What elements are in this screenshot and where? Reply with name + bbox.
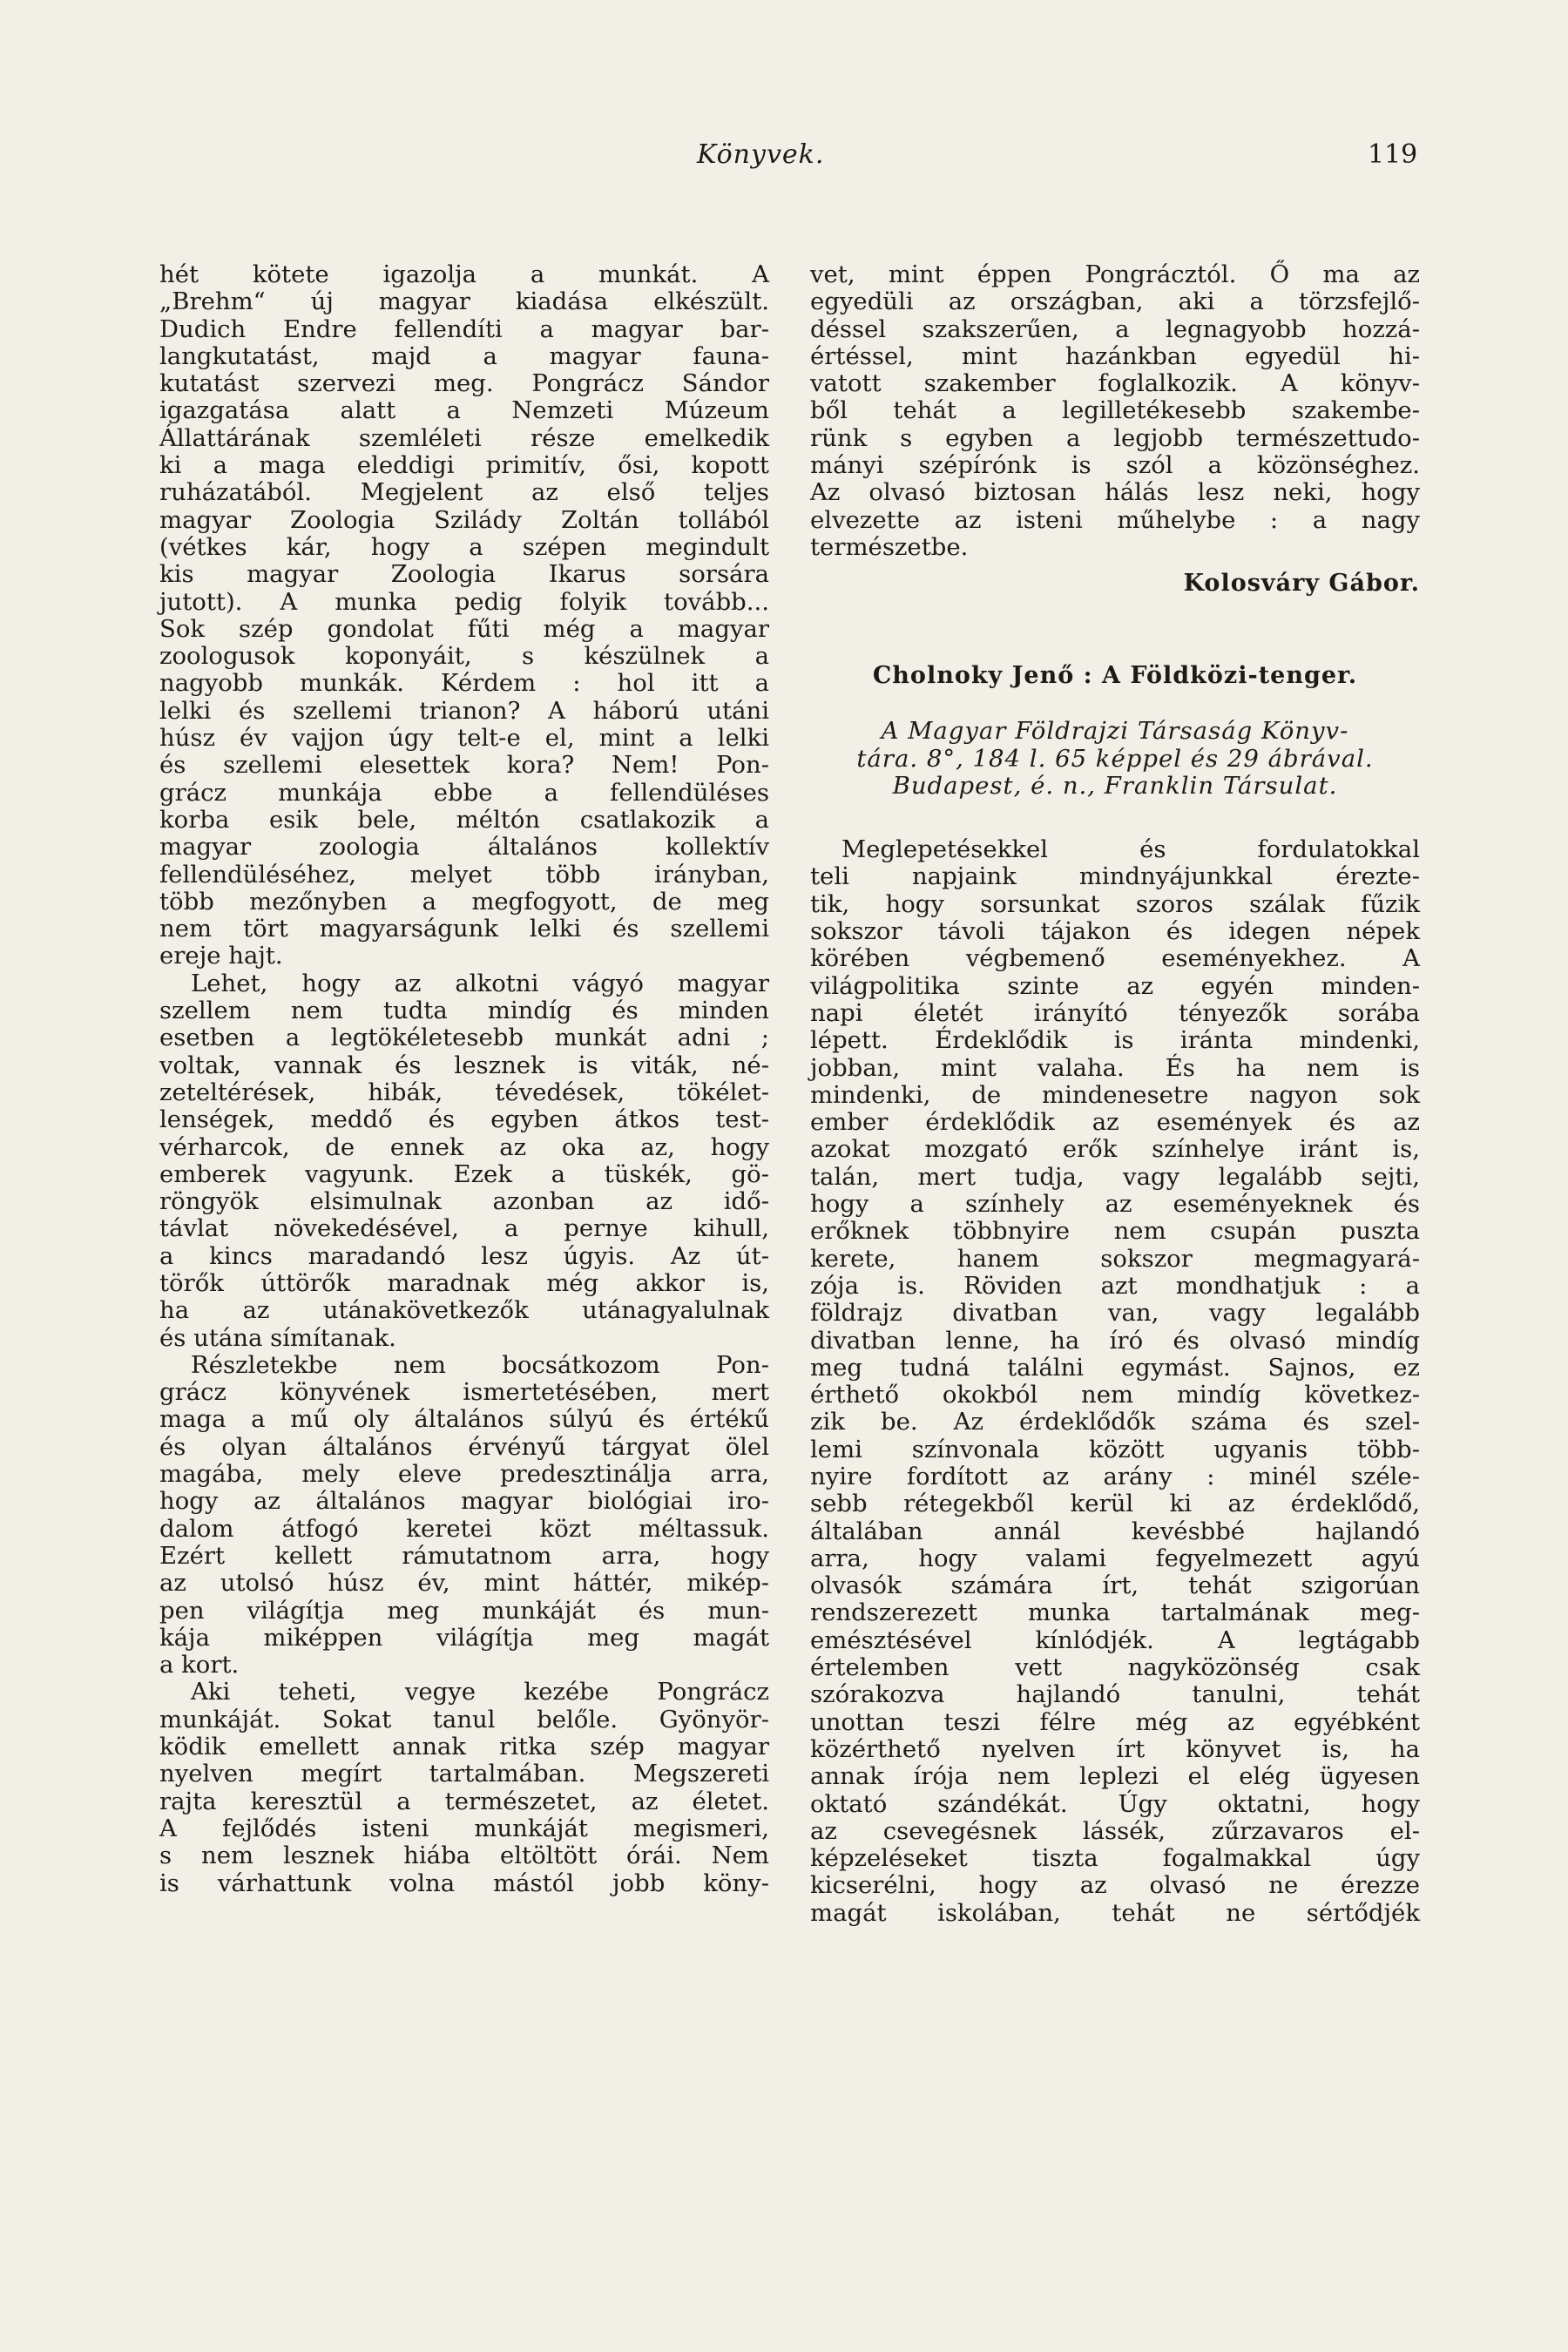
- text-line: Ezért kellett rámutatnom arra, hogy: [159, 1541, 769, 1570]
- text-line: húsz év vajjon úgy telt-e el, mint a lelki: [159, 724, 769, 753]
- text-line: zója is. Röviden azt mondhatjuk : a: [810, 1271, 1420, 1300]
- text-line: a kincs maradandó lesz úgyis. Az út-: [159, 1241, 769, 1270]
- text-line: Budapest, é. n., Franklin Társulat.: [892, 771, 1338, 800]
- review-title: Cholnoky Jenő : A Földközi-tenger.: [872, 662, 1358, 690]
- text-line: rendszerezett munka tartalmának meg-: [810, 1598, 1420, 1627]
- text-line: annak írója nem leplezi el elég ügyesen: [810, 1762, 1420, 1791]
- text-line: Meglepetésekkel és fordulatokkal: [841, 835, 1420, 864]
- text-line: lépett. Érdeklődik is iránta mindenki,: [810, 1026, 1420, 1055]
- right-column: [810, 261, 1420, 1927]
- text-line: nem tört magyarságunk lelki és szellemi: [159, 915, 769, 943]
- text-line: kerete, hanem sokszor megmagyará-: [810, 1244, 1420, 1273]
- text-line: is várhattunk volna mástól jobb köny-: [159, 1869, 769, 1897]
- text-line: magyar Zoologia Sziládу Zoltán tollából: [159, 505, 769, 534]
- text-line: hét kötete igazolja a munkát. A: [159, 260, 769, 288]
- text-line: elvezette az isteni műhelybe : a nagy: [810, 505, 1420, 534]
- text-line: és olyan általános érvényű tárgyat ölel: [159, 1432, 769, 1461]
- text-line: kutatást szervezi meg. Pongrácz Sándor: [159, 369, 769, 398]
- text-line: arra, hogy valami fegyelmezett agyú: [810, 1544, 1420, 1572]
- text-line: földrajz divatban van, vagy legalább: [810, 1299, 1420, 1328]
- text-line: hogy a színhely az eseményeknek és: [810, 1190, 1420, 1219]
- review-body: [810, 836, 1420, 1927]
- text-line: több mezőnyben a megfogyott, de meg: [159, 887, 769, 916]
- text-line: Lehet, hogy az alkotni vágyó magyar: [191, 969, 769, 997]
- text-line: ember érdeklődik az események és az: [810, 1108, 1420, 1137]
- text-line: tára. 8°, 184 l. 65 képpel és 29 ábrával.: [856, 744, 1374, 773]
- text-line: hogy az általános magyar biológiai iro-: [159, 1487, 769, 1516]
- text-line: rajta keresztül a természetet, az életet.: [159, 1787, 769, 1815]
- text-line: mányi szépírónk is szól a közönséghez.: [810, 451, 1420, 480]
- left-column: [159, 261, 769, 1897]
- text-line: kája miképpen világítja meg magát: [159, 1623, 769, 1652]
- text-line: törők úttörők maradnak még akkor is,: [159, 1268, 769, 1297]
- text-line: vatott szakember foglalkozik. A könyv-: [810, 369, 1420, 398]
- text-line: divatban lenne, ha író és olvasó mindíg: [810, 1326, 1420, 1355]
- text-line: talán, mert tudja, vagy legalább sejti,: [810, 1162, 1420, 1191]
- previous-review-ending: [810, 261, 1420, 561]
- text-line: azokat mozgató erők színhelye iránt is,: [810, 1135, 1420, 1164]
- text-line: általában annál kevésbbé hajlandó: [810, 1517, 1420, 1545]
- text-line: nyelven megírt tartalmában. Megszereti: [159, 1760, 769, 1788]
- text-line: „Brehm“ új magyar kiadása elkészült.: [159, 287, 769, 316]
- text-line: Részletekbe nem bocsátkozom Pon-: [191, 1350, 769, 1379]
- text-line: erőknek többnyire nem csupán puszta: [810, 1217, 1420, 1246]
- text-line: kicserélni, hogy az olvasó ne érezze: [810, 1871, 1420, 1900]
- text-line: lelki és szellemi trianon? A háború utáni: [159, 696, 769, 725]
- text-line: távlat növekedésével, a pernye kihull,: [159, 1214, 769, 1243]
- text-line: unottan teszi félre még az egyébként: [810, 1707, 1420, 1736]
- text-line: jutott). A munka pedig folyik tovább...: [159, 587, 769, 616]
- text-line: oktató szándékát. Úgy oktatni, hogy: [810, 1789, 1420, 1818]
- text-line: szellem nem tudta mindíg és minden: [159, 997, 769, 1025]
- text-line: érthető okokból nem mindíg következ-: [810, 1381, 1420, 1409]
- text-line: és szellemi elesettek kora? Nem! Pon-: [159, 751, 769, 780]
- text-line: zeteltérések, hibák, tévedések, tökélet-: [159, 1078, 769, 1106]
- text-line: zoologusok koponyáit, s készülnek a: [159, 642, 769, 671]
- page-number: 119: [1368, 139, 1418, 170]
- text-line: esetben a legtökéletesebb munkát adni ;: [159, 1024, 769, 1052]
- text-line: ruházatából. Megjelent az első teljes: [159, 478, 769, 507]
- text-line: vérharcok, de ennek az oka az, hogy: [159, 1132, 769, 1161]
- text-line: grácz könyvének ismertetésében, mert: [159, 1378, 769, 1407]
- text-line: közérthető nyelven írt könyvet is, ha: [810, 1734, 1420, 1763]
- text-line: Állattárának szemléleti része emelkedik: [159, 423, 769, 452]
- text-line: szórakozva hajlandó tanulni, tehát: [810, 1680, 1420, 1709]
- text-line: déssel szakszerűen, a legnagyobb hozzá-: [810, 314, 1420, 343]
- text-line: Sok szép gondolat fűti még a magyar: [159, 614, 769, 643]
- text-line: maga a mű oly általános súlyú és értékű: [159, 1405, 769, 1434]
- text-line: emberek vagyunk. Ezek a tüskék, gö-: [159, 1159, 769, 1188]
- text-line: vet, mint éppen Pongrácztól. Ő ma az: [810, 260, 1420, 288]
- text-line: értéssel, mint hazánkban egyedül hi-: [810, 341, 1420, 370]
- text-line: magába, mely eleve predesztinálja arra,: [159, 1460, 769, 1489]
- text-line: teli napjaink mindnyájunkkal érezte-: [810, 862, 1420, 891]
- text-line: kis magyar Zoologia Ikarus sorsára: [159, 560, 769, 589]
- text-line: az utolsó húsz év, mint háttér, mikép-: [159, 1569, 769, 1598]
- text-line: napi életét irányító tényezők sorába: [810, 998, 1420, 1027]
- text-line: nagyobb munkák. Kérdem : hol itt a: [159, 669, 769, 698]
- text-line: lemi színvonala között ugyanis több-: [810, 1435, 1420, 1463]
- text-line: magát iskolában, tehát ne sértődjék: [810, 1898, 1420, 1927]
- text-line: mindenki, de mindenesetre nagyon sok: [810, 1080, 1420, 1109]
- text-line: ha az utánakövetkezők utánagyalulnak: [159, 1296, 769, 1325]
- text-line: rünk s egyben a legjobb természettudo-: [810, 423, 1420, 452]
- text-line: emésztésével kínlódjék. A legtágabb: [810, 1625, 1420, 1654]
- text-line: grácz munkája ebbe a fellendüléses: [159, 778, 769, 807]
- text-line: Az olvasó biztosan hálás lesz neki, hogy: [810, 478, 1420, 507]
- text-line: A Magyar Földrajzi Társaság Könyv-: [881, 717, 1349, 746]
- text-line: jobban, mint valaha. És ha nem is: [810, 1053, 1420, 1082]
- text-line: világpolitika szinte az egyén minden-: [810, 971, 1420, 1000]
- text-line: egyedüli az országban, aki a törzsfejlő-: [810, 287, 1420, 316]
- text-line: langkutatást, majd a magyar fauna-: [159, 341, 769, 370]
- text-line: s nem lesznek hiába eltöltött órái. Nem: [159, 1842, 769, 1870]
- text-line: meg tudná találni egymást. Sajnos, ez: [810, 1353, 1420, 1382]
- text-line: zik be. Az érdeklődők száma és szel-: [810, 1408, 1420, 1436]
- text-line: igazgatása alatt a Nemzeti Múzeum: [159, 396, 769, 425]
- text-line: ki a maga eleddigi primitív, ősi, kopott: [159, 451, 769, 480]
- review-bibliographic-info: [810, 718, 1420, 800]
- text-line: Aki teheti, vegye kezébe Pongrácz: [191, 1678, 769, 1707]
- text-line: pen világítja meg munkáját és mun-: [159, 1596, 769, 1625]
- review-signature: Kolosváry Gábor.: [1183, 570, 1420, 598]
- text-line: olvasók számára írt, tehát szigorúan: [810, 1571, 1420, 1600]
- text-line: voltak, vannak és lesznek is viták, né-: [159, 1051, 769, 1079]
- text-line: munkáját. Sokat tanul belőle. Gyönyör-: [159, 1705, 769, 1734]
- running-head: Könyvek.: [697, 139, 825, 170]
- text-line: dalom átfogó keretei közt méltassuk.: [159, 1514, 769, 1543]
- text-line: sokszor távoli tájakon és idegen népek: [810, 917, 1420, 946]
- text-line: természetbe.: [810, 532, 969, 561]
- text-line: Dudich Endre fellendíti a magyar bar-: [159, 314, 769, 343]
- text-line: képzeléseket tiszta fogalmakkal úgy: [810, 1844, 1420, 1873]
- text-line: és utána símítanak.: [159, 1323, 396, 1352]
- text-line: értelemben vett nagyközönség csak: [810, 1653, 1420, 1682]
- text-line: (vétkes kár, hogy a szépen megindult: [159, 532, 769, 561]
- text-line: körében végbemenő eseményekhez. A: [810, 944, 1420, 973]
- text-line: A fejlődés isteni munkáját megismeri,: [159, 1814, 769, 1842]
- text-line: fellendüléséhez, melyet több irányban,: [159, 860, 769, 889]
- text-line: magyar zoologia általános kollektív: [159, 833, 769, 862]
- text-line: röngyök elsimulnak azonban az idő-: [159, 1187, 769, 1216]
- text-line: tik, hogy sorsunkat szoros szálak fűzik: [810, 889, 1420, 918]
- text-line: korba esik bele, méltón csatlakozik a: [159, 805, 769, 834]
- text-line: sebb rétegekből kerül ki az érdeklődő,: [810, 1490, 1420, 1518]
- text-line: ereje hajt.: [159, 942, 283, 970]
- text-line: az csevegésnek lássék, zűrzavaros el-: [810, 1816, 1420, 1845]
- text-line: ködik emellett annak ritka szép magyar: [159, 1733, 769, 1761]
- text-line: a kort.: [159, 1651, 240, 1680]
- text-line: nyire fordított az arány : minél széle-: [810, 1462, 1420, 1490]
- text-line: lenségek, meddő és egyben átkos test-: [159, 1105, 769, 1134]
- text-line: ből tehát a legilletékesebb szakembe-: [810, 396, 1420, 425]
